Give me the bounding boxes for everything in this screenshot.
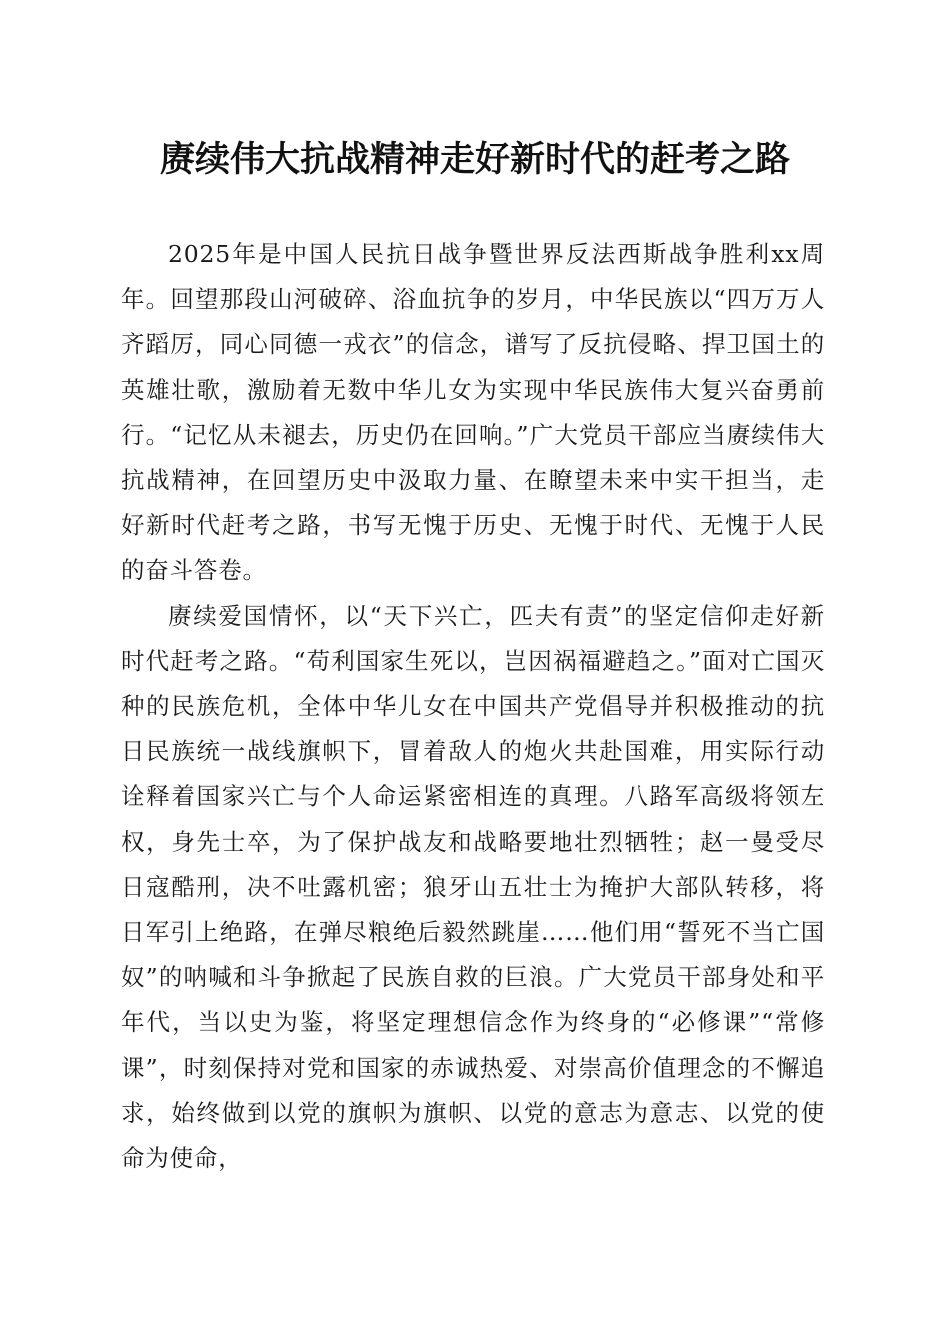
paragraph-1: 2025年是中国人民抗日战争暨世界反法西斯战争胜利xx周年。回望那段山河破碎、浴血抗争的岁月，中华民族以“四万万人齐蹈厉，同心同德一戎衣”的信念，谱写了反抗侵略、捍卫国土的英雄壮歌，激励着无数中华儿女为实现中华民族伟大复兴奋勇前行。“记忆从未褪去，历史仍在回响。”广大党员干部应当赓续伟大抗战精神，在回望历史中汲取力量、在瞭望未来中实干担当，走好新时代赶考之路，书写无愧于历史、无愧于时代、无愧于人民的奋斗答卷。	[121, 240, 825, 585]
paragraph-2: 赓续爱国情怀，以“天下兴亡，匹夫有责”的坚定信仰走好新时代赶考之路。“苟利国家生死以，岂因祸福避趋之。”面对亡国灭种的民族危机，全体中华儿女在中国共产党倡导并积极推动的抗日民族统一战线旗帜下，冒着敌人的炮火共赴国难，用实际行动诠释着国家兴亡与个人命运紧密相连的真理。八路军高级将领左权，身先士卒，为了保护战友和战略要地壮烈牺牲；赵一曼受尽日寇酷刑，决不吐露机密；狼牙山五壮士为掩护大部队转移，将日军引上绝路，在弹尽粮绝后毅然跳崖……他们用“誓死不当亡国奴”的呐喊和斗争掀起了民族自救的巨浪。广大党员干部身处和平年代，当以史为鉴，将坚定理想信念作为终身的“必修课”“常修课”，时刻保持对党和国家的赤诚热爱、对崇高价值理念的不懈追求，始终做到以党的旗帜为旗帜、以党的意志为意志、以党的使命为使命，	[121, 601, 825, 1173]
document-title: 赓续伟大抗战精神走好新时代的赶考之路	[159, 139, 790, 180]
document-body	[121, 232, 825, 1181]
